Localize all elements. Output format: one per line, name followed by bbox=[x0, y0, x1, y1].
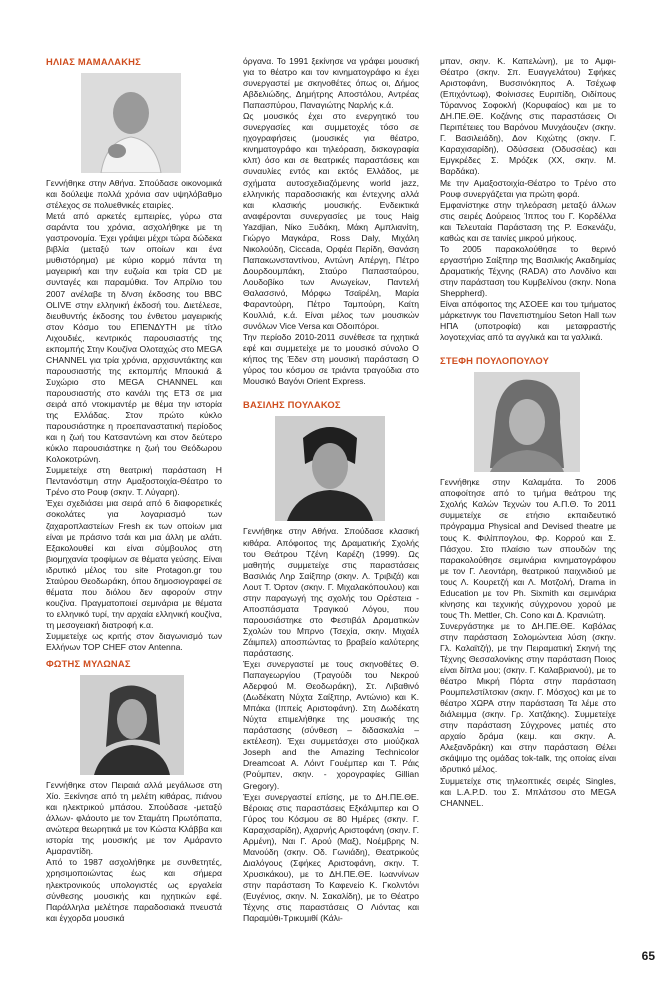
bio-paragraph: Έχει συνεργαστεί επίσης, με το ΔΗ.ΠΕ.ΘΕ. Βέροιας στις παραστάσεις Εξκάλιμπερ και Ο Γύρος του Κόσμου σε 80 Ημέρες (σκην. Γ. Καραχισαρίδη), Αχαρνής Αριστοφάνη (σκην. Γ. Αρμένη), Ναι Γ. Αρού (Μαξ), Νοέμβρης Ν. Μανούδη (σκην. Οδ. Γωνιάδη), Θεατρικούς Διαλόγους (Σφήκες Αριστοφάνη, σκην. Τ. Χρυσικάκου), με το ΔΗ.ΠΕ.ΘΕ. Ιωαννίνων στην παράσταση Το Καφενείο Κ. Γκολντόνι (Ευγένιος, σκην. Ν. Σακαλίδη), με το Θέατρο Τέχνης στις παραστάσεις Ο Λιόντας και Παραμύθι-Τρικυμιθί (Κάλι- bbox=[243, 791, 419, 924]
bio-paragraph: Το 2005 παρακολούθησε το θερινό εργαστήριο Σαίξπηρ της Βασιλικής Ακαδημίας Δραματικής Τέχνης (RADA) στο Λονδίνο και στην παράσταση του Κυμβελίνου (σκην. Nona Sheppherd). bbox=[440, 243, 616, 298]
bio-paragraph: Συμμετείχε στις τηλεοπτικές σειρές Singles, και L.A.P.D. του Σ. Μπλάτσου στο MEGA CHANNEL. bbox=[440, 775, 616, 808]
portrait-vasilis-poulakos bbox=[275, 416, 385, 521]
bio-paragraph: Συμμετείχε στη θεατρική παράσταση Η Πεντανόστιμη στην Αμαξοστοιχία-Θέατρο το Τρένο στο Ρουφ (σκην. Τ. Λύγαρη). bbox=[46, 465, 222, 498]
portrait-ilias-mamalakis bbox=[81, 73, 181, 173]
page-number: 65 bbox=[641, 949, 655, 963]
column-3 bbox=[440, 56, 616, 809]
bio-paragraph: Ως μουσικός έχει στο ενεργητικό του συνεργασίες και συμμετοχές τόσο σε ηχογραφήσεις (μουσικές για θέατρο, κινηματογράφο και τηλεόραση, δισκογραφία κλπ) όσο και σε θεατρικές παραστάσεις και συναυλίες εντός και εκτός Ελλάδος, με σχήματα αυτοσχεδιαζόμενης world jazz, ελληνικής παραδοσιακής και έντεχνης αλλά και κλασικής μουσικής. Ενδεικτικά αναφέρονται συνεργασίες με τους Haig Yazdjian, Νίκο Ξυδάκη, Μάκη Αμπλιανίτη, Γιώργο Μαγκάρα, Ross Daly, Μιχάλη Νικολούδη, Ciccada, Ορφέα Περίδη, Θανάση Παπακωνσταντίνου, Αντώνη Απέργη, Πέτρο Δουρδουμπάκη, Σταύρο Παπασταύρου, Λουδοβίκο των Ανωγείων, Παντελή Θαλασσινό, Μόρφω Τσαϊρέλη, Μαρία Φαραντούρη, Πέτρο Ταμπούρη, Καίτη Κουλλιά, κ.ά. Είναι μέλος των μουσικών συνόλων Vice Versa και Οδοιπόροι. bbox=[243, 111, 419, 332]
bio-heading-vasilis-poulakos: ΒΑΣΙΛΗΣ ΠΟΥΛΑΚΟΣ bbox=[243, 399, 341, 411]
bio-paragraph: Με την Αμαξοστοιχία-Θέατρο το Τρένο στο Ρουφ συνεργάζεται για πρώτη φορά. bbox=[440, 177, 616, 199]
bio-paragraph: Γεννήθηκε στην Καλαμάτα. Το 2006 αποφοίτησε από το τμήμα θεάτρου της Σχολής Καλών Τεχνών του Α.Π.Θ. Το 2011 συμμετείχε σε ετήσιο εκπαιδευτικό πρόγραμμα Physical and Devised theatre με τους Κ. Φιλίππογλου, Φρ. Κορρού και Σ. Πάσχου. Στο πλαίσιο των σπουδών της παρακολούθησε σεμινάρια κινηματογράφου με τον Γ. Λεοντάρη, θεατρικού παιχνιδιού με τους Λ. Κουρετζή και Λ. Μοτζολή, Drama in Education με τον Ph. Sixmith και σεμινάρια κίνησης και τεχνικής σύγχρονου χορού με τους Th. Mettler, Ch. Cono και Δ. Κρανιώτη. bbox=[440, 477, 616, 620]
bio-heading-stefi-poulopoulou: ΣΤΕΦΗ ΠΟΥΛΟΠΟΥΛΟΥ bbox=[440, 355, 550, 367]
bio-paragraph: μπαν, σκην. Κ. Καπελώνη), με το Αμφι-Θέατρο (σκην. Σπ. Ευαγγελάτου) Σφήκες Αριστοφάνη, Βυσσινόκηπος Α. Τσέχωφ (Επιχόντωφ), Φοίνισσες Ευριπίδη, Οιδίπους Τύραννος Σοφοκλή (Κορυφαίος) και με το ΔΗ.ΠΕ.ΘΕ. Κοζάνης στις παραστάσεις Οι Περιπέτειες του Βαρόνου Μυνχάουζεν (σκην. Γ. Βασιλειάδη), Δον Κιχώτης (σκην. Γ. Καραχισαρίδη), Οδύσσεια (Οδυσσέας) και Εμγκρέδες Σ. Μρόζεκ (ΧΧ, σκην. Μ. Βαρδάκα). bbox=[440, 56, 616, 177]
bio-paragraph: Μετά από αρκετές εμπειρίες, γύρω στα σαράντα του χρόνια, ασχολήθηκε με τη γαστρονομία. Έχει γράψει μέχρι τώρα δώδεκα βιβλία (μεταξύ των οποίων και ένα μυθιστόρημα) με κύριο κορμό πάντα τη μαγειρική και την ευζωία και τρία CD με συνταγές και παραμύθια. Τον Απρίλιο του 2007 ανέλαβε τη δ/νση έκδοσης του BBC OLIVE στην ελληνική έκδοσή του. Διετέλεσε, διευθυντής έκδοσης του ένθετου μαγειρικής στον Κόσμο του ΕΠΕΝΔΥΤΗ με τίτλο Λιχουδιές, κεντρικός παρουσιαστής της εκπομπής Στην Κουζίνα Ολοταχώς στο MEGA CHANNEL για τρία χρόνια, αρχισυντάκτης και παρουσιαστής της εκπομπής Μπουκιά & Συχώριο στο MEGA CHANNEL και παρουσιαστής στο κανάλι της ΕΤ3 σε μια σειρά από ντοκιμαντέρ με θέμα την ιστορία της Ελλάδας. Στον πρώτο κύκλο παρουσιάστηκε η προεπαναστατική περίοδος και η ζωή του Κατσαντώνη και στον δεύτερο κύκλο παρουσιάστηκε η ζωή του Θεόδωρου Κολοκοτρώνη. bbox=[46, 211, 222, 465]
bio-paragraph: Συνεργάστηκε με το ΔΗ.ΠΕ.ΘΕ. Καβάλας στην παράσταση Σολομώντεια λύση (σκην. Γλ. Καλαϊτζή), με την Πειραματική Σκηνή της Τέχνης Θεσσαλονίκης στην παράσταση Ποιος είναι δίπλα μου; (σκην. Γ. Καλαβριανού), με το θέατρο Μικρή Πόρτα στην παράσταση Ρουμπελστίλτσκιν (σκην. Γ. Μόσχος) και με το θέατρο ΧΩΡΑ στην παράσταση Τα λέμε στο διάλειμμα (σκην. Γρ. Χατζάκης). Συμμετείχε στην παράσταση Σύγχρονες ματιές στο αρχαίο δράμα (κειμ. και σκην. Α. Αλεξανδράκη) και στην παράσταση Θέλει σκάψιμο της ομάδας tok-talk, της οποίας είναι ιδρυτικό μέλος. bbox=[440, 620, 616, 775]
bio-paragraph: Γεννήθηκε στον Πειραιά αλλά μεγάλωσε στη Χίο. Ξεκίνησε από τη μελέτη κιθάρας, πιάνου και ηλεκτρικού μπάσου. Σπούδασε -μεταξύ άλλων- φλάουτο με τον Σταμάτη Πρωτόπαπα, ανώτερα θεωρητικά με τον Κώστα Κλάββα και ιστορία της μουσικής με τον Αμάραντο Αμαραντίδη. bbox=[46, 780, 222, 857]
bio-paragraph: όργανα. Το 1991 ξεκίνησε να γράφει μουσική για το θέατρο και τον κινηματογράφο κι έχει συνεργαστεί με σκηνοθέτες όπως οι, Δήμος Αβδελιώδης, Δημήτρης Αποστόλου, Αντρέας Παπασπύρου, Παναγιώτης Ναρλής κ.ά. bbox=[243, 56, 419, 111]
bio-paragraph: Έχει συνεργαστεί με τους σκηνοθέτες Θ. Παπαγεωργίου (Τραγούδι του Νεκρού Αδερφού Μ. Θεοδωράκη), Στ. Λιβαθινό (Δωδέκατη Νύχτα Σαίξπηρ, Αντώνιο) και Κ. Μπάκα (Ιππείς Αριστοφάνη). Στη Δωδέκατη Νύχτα επιμελήθηκε της μουσικής της παράστασης (σύνθεση – διδασκαλία – εκτέλεση). Έχει συμμετάσχει στο μιούζικαλ Joseph and the Amazing Technicolor Dreamcoat Α. Λόιντ Γουέμπερ και Τ. Ράις (Ρούμπεν, σκην. - χορογραφίες Gillian Gregory). bbox=[243, 659, 419, 791]
bio-paragraph: Γεννήθηκε στην Αθήνα. Σπούδασε κλασική κιθάρα. Απόφοιτος της Δραματικής Σχολής του Θεάτρου Τζένη Καρέζη (1999). Ως μαθητής συμμετείχε στις παραστάσεις Βασιλιάς Ληρ Σαίξπηρ (σκην. Λ. Τριβιζά) και Λουτ Τ. Όρτον (σκην. Γ. Μιχαλακόπουλου) και στην παραγωγή της σχολής του Ορέστεια - Αποσπάσματα Τραγικού Λόγου, που παρουσιάστηκε στο Φεστιβάλ Δραματικών Σχολών του Μπρνο (Τσεχία, σκην. Μιχαέλ Ζάιμπελ) αποσπώντας το βραβείο καλύτερης παράστασης. bbox=[243, 526, 419, 658]
bio-paragraph: Από το 1987 ασχολήθηκε με συνθετητές, χρησιμοποιώντας έως και σήμερα ηλεκτρονικούς υπολογιστές ως εργαλεία σύνθεσης μουσικής και ηχητικών εφέ. Παράλληλα μελέτησε παραδοσιακά πνευστά και έγχορδα μουσικά bbox=[46, 857, 222, 923]
portrait-fotis-mylonas bbox=[80, 675, 184, 775]
bio-heading-fotis-mylonas: ΦΩΤΗΣ ΜΥΛΩΝΑΣ bbox=[46, 658, 131, 670]
portrait-stefi-poulopoulou bbox=[474, 372, 580, 472]
bio-paragraph: Συμμετείχε ως κριτής στον διαγωνισμό των Ελλήνων TOP CHEF στον Antenna. bbox=[46, 630, 222, 653]
bio-paragraph: Την περίοδο 2010-2011 συνέθεσε τα ηχητικά εφέ και συμμετείχε με το μουσικό σύνολο Ο κήπος της Έδεν στη μουσική παράσταση Ο γύρος του κόσμου σε τριάντα τραγούδια στο Μουσικό Βαγόνι Orient Express. bbox=[243, 332, 419, 387]
bio-paragraph: Γεννήθηκε στην Αθήνα. Σπούδασε οικονομικά και δούλεψε πολλά χρόνια σαν υψηλόβαθμο στέλεχος σε πολυεθνικές εταιρίες. bbox=[46, 178, 222, 211]
bio-heading-ilias-mamalakis: ΗΛΙΑΣ ΜΑΜΑΛΑΚΗΣ bbox=[46, 56, 141, 67]
column-2 bbox=[243, 56, 419, 924]
bio-paragraph: Έχει σχεδιάσει μια σειρά από 6 διαφορετικές σοκολάτες για λογαριασμό των ζαχαροπλαστείων Fresh εκ των οποίων μια είναι με πράσινο τσάι και μια άλλη με αλάτι. Εξακολουθεί και είναι σύμβουλος στη βιομηχανία τροφίμων σε θέματα γεύσης. Είναι ιδρυτικό μέλος του site Protagon.gr του Σταύρου Θεοδωράκη, όπου δημοσιογραφεί σε θέματα που διόλου δεν αφορούν στην κουζίνα. Πραγματοποιεί σεμινάρια με θέματα το ελληνικό τυρί, την αρχαία ελληνική κουζίνα, τη μεσογειακή διατροφή κ.α. bbox=[46, 498, 222, 630]
bio-paragraph: Είναι απόφοιτος της ΑΣΟΕΕ και του τμήματος μάρκετινγκ του Πανεπιστημίου Seton Hall των ΗΠΑ (υποτροφία) και μεταφραστής λογοτεχνίας από τα αγγλικά και τα γαλλικά. bbox=[440, 299, 616, 343]
bio-paragraph: Εμφανίστηκε στην τηλεόραση μεταξύ άλλων στις σειρές Δούρειος Ίππος του Γ. Κορδέλλα και Τελευταία Παράσταση της Ρ. Εσκενάζυ, καθώς και σε ταινίες μικρού μήκους. bbox=[440, 199, 616, 243]
column-1 bbox=[46, 56, 222, 924]
